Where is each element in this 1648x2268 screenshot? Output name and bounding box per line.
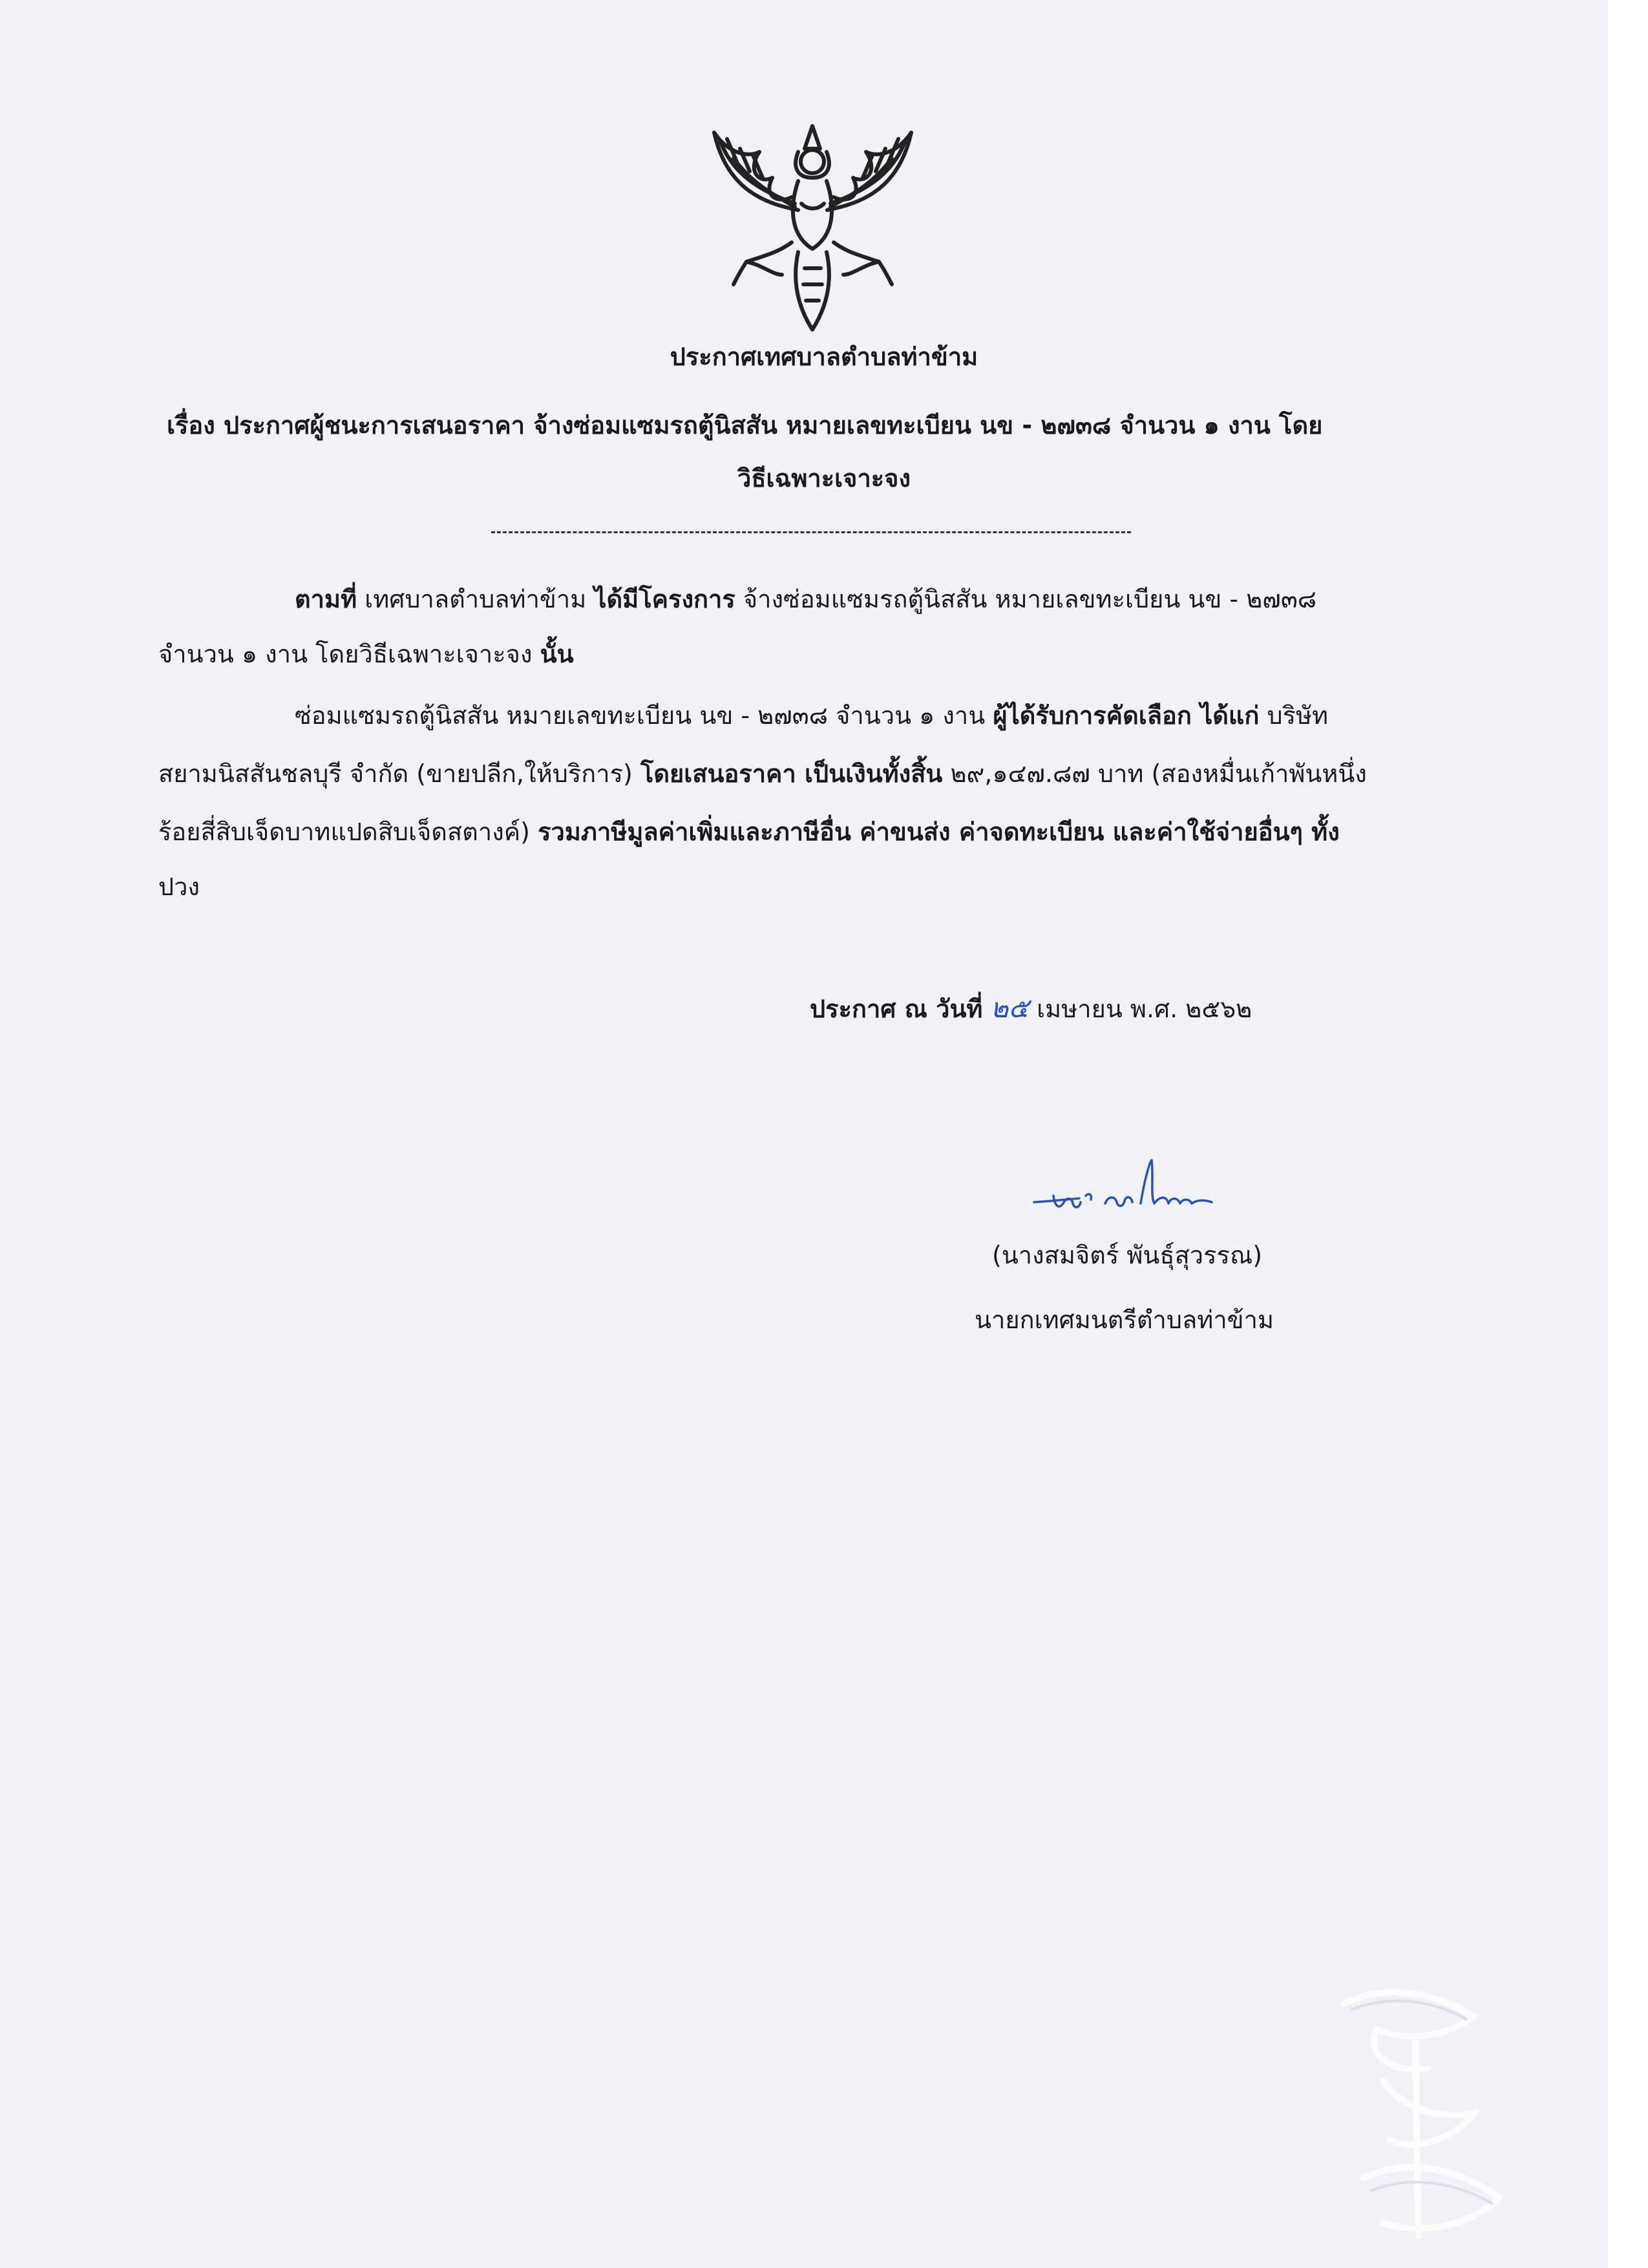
announce-month-year: เมษายน พ.ศ. ๒๕๖๒ — [1037, 995, 1252, 1023]
handwritten-signature-icon — [1028, 1157, 1234, 1228]
announce-day: ๒๕ — [990, 992, 1030, 1024]
para2-offer-label: โดยเสนอราคา เป็นเงินทั้งสิ้น — [640, 759, 943, 788]
embossed-seal-icon — [1305, 1965, 1532, 2256]
subject-line-2: วิธีเฉพาะเจาะจง — [737, 464, 911, 493]
para1-method: จำนวน ๑ งาน โดยวิธีเฉพาะเจาะจง — [158, 640, 533, 668]
subject-prefix: เรื่อง — [167, 411, 215, 440]
para1-project: จ้างซ่อมแซมรถตู้นิสสัน หมายเลขทะเบียน นข - ๒๗๓๘ — [743, 585, 1317, 613]
para1-lead: ตามที่ — [295, 585, 357, 613]
scan-edge — [1608, 0, 1648, 2268]
para1-line-1 — [295, 585, 1316, 615]
subject-text-1: ประกาศผู้ชนะการเสนอราคา จ้างซ่อมแซมรถตู้นิสสัน หมายเลขทะเบียน นข - ๒๗๓๘ จำนวน ๑ งาน โดย — [224, 411, 1323, 440]
para2-amount: ๒๙,๑๔๗.๘๗ บาท (สองหมื่นเก้าพันหนึ่ง — [950, 759, 1367, 788]
signer-position: นายกเทศมนตรีตำบลท่าข้าม — [975, 1306, 1274, 1334]
para1-end: นั้น — [540, 640, 574, 668]
announce-prefix: ประกาศ ณ วันที่ — [810, 995, 983, 1023]
para1-line-2 — [158, 640, 574, 670]
announce-date — [810, 992, 1252, 1024]
para2-company-name: สยามนิสสันชลบุรี จำกัด (ขายปลีก,ให้บริการ) — [158, 759, 633, 788]
para2-line-1 — [295, 701, 1328, 731]
para2-line-4: ปวง — [158, 873, 200, 901]
subject-line-1 — [167, 411, 1322, 441]
title-divider — [491, 531, 1131, 533]
para2-line-2 — [158, 759, 1367, 789]
para2-selected-label: ผู้ได้รับการคัดเลือก ได้แก่ — [993, 701, 1260, 730]
para1-verb: ได้มีโครงการ — [594, 585, 735, 613]
para1-org: เทศบาลตำบลท่าข้าม — [364, 585, 587, 613]
para2-amount-words: ร้อยสี่สิบเจ็ดบาทแปดสิบเจ็ดสตางค์) — [158, 818, 530, 846]
para2-line-3 — [158, 818, 1340, 847]
announcement-title: ประกาศเทศบาลตำบลท่าข้าม — [670, 343, 978, 371]
para2-company-part1: บริษัท — [1267, 701, 1329, 730]
para2-item: ซ่อมแซมรถตู้นิสสัน หมายเลขทะเบียน นข - ๒๗๓๘ จำนวน ๑ งาน — [295, 701, 986, 730]
signer-name: (นางสมจิตร์ พันธุ์สุวรรณ) — [992, 1241, 1263, 1269]
para2-tail: รวมภาษีมูลค่าเพิ่มและภาษีอื่น ค่าขนส่ง ค่าจดทะเบียน และค่าใช้จ่ายอื่นๆ ทั้ง — [538, 818, 1340, 846]
garuda-emblem-icon — [701, 113, 924, 336]
